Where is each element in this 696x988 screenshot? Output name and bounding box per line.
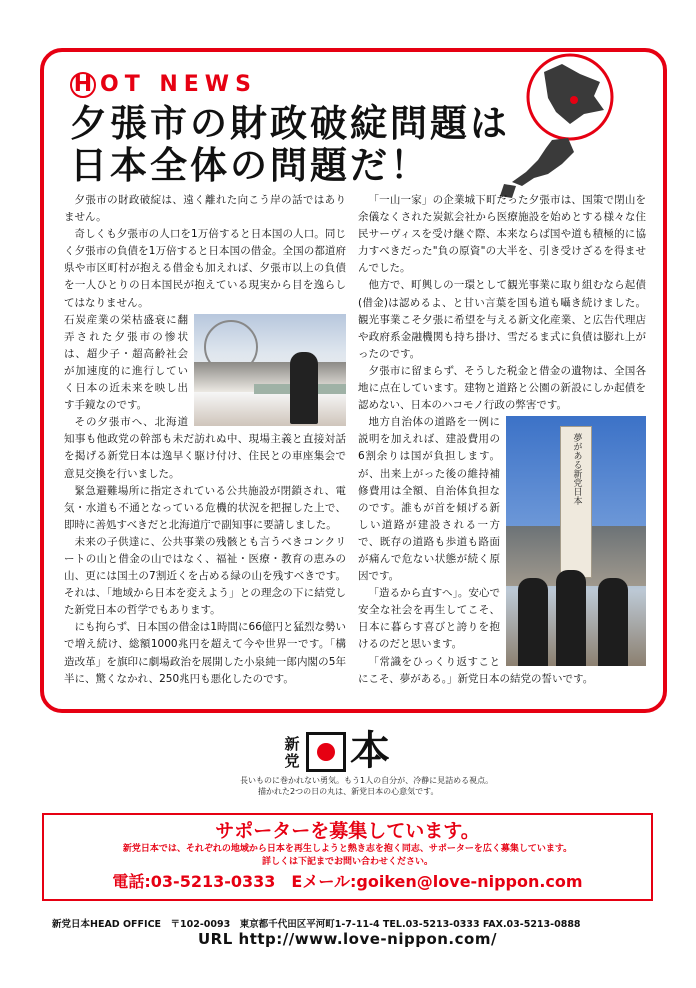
paragraph: 夕張市の財政破綻は、遠く離れた向こう岸の話ではありません。 <box>64 194 346 224</box>
tagline <box>240 775 540 797</box>
article-column-right <box>358 192 646 688</box>
paragraph: その夕張市へ、北海道知事も他政党の幹部も未だ訪れぬ中、現場主義と直接対話を掲げる新党日本は逸早く駆け付け、住民との車座集会で意見交換を行いました。 <box>64 416 346 480</box>
paragraph: 他方で、町興しの一環として観光事業に取り組むなら起債(借金)は認めるよ、と甘い言葉を国も道も囁き続けました。観光事業こそ夕張に希望を与える新文化産業、と広告代理店や政府系金融機関も持ち掛け、雪だるま式に負債は膨れ上がったのです。 <box>358 279 646 360</box>
paragraph: 地方自治体の道路を一例に説明を加えれば、建設費用の6割余りは国が負担します。が、出来上がった後の維持補修費用は全額、自治体負担なのです。誰もが首を傾げる新しい道路が建設される一方で、既存の道路も歩道も路面が痛んで危ない状態が続く原因です。 <box>358 416 500 583</box>
paragraph: 奇しくも夕張市の人口を1万倍すると日本国の人口。同じく夕張市の負債を1万倍すると日本国の借金。全国の都道府県や市区町村が抱える借金も加えれば、夕張市以上の負債を一人ひとりの日本国民が抱えている現実から目を逸らしてはなりません。 <box>64 228 346 309</box>
office-address: 新党日本HEAD OFFICE 〒102-0093 東京都千代田区平河町1-7-11-4 TEL.03-5213-0333 FAX.03-5213-0888 <box>52 919 581 930</box>
supporter-recruit-box <box>42 813 653 901</box>
recruit-contact[interactable]: 電話:03-5213-0333 Eメール:goiken@love-nippon.com <box>112 872 583 891</box>
paragraph: 「一山一家」の企業城下町だった夕張市は、国策で閉山を余儀なくされた炭鉱会社から医療施設を始めとする様々な住民サーヴィスを受け継ぐ際、本来ならば国や道も積極的に協力すべきだった"負の原資"の大半を、引き受けざるを得ませんでした。 <box>358 194 646 275</box>
paragraph: 「常識をひっくり返すことにこそ、夢がある。」新党日本の結党の誓いです。 <box>358 655 594 685</box>
paragraph: 緊急避難場所に指定されている公共施設が閉鎖され、電気・水道も不通となっている危機的状況を把握した上で、即時に善処すべきだと北海道庁で副知事に要請しました。 <box>64 484 346 531</box>
hot-news-text: OT NEWS <box>100 72 257 97</box>
paragraph: 夕張市に留まらず、そうした税金と借金の遺物は、全国各地に点在しています。建物と道路と公園の新設にしか起債を認めない、日本のハコモノ行政の弊害です。 <box>358 364 646 412</box>
tagline-line-1: 長いものに巻かれない勇気。もう1人の自分が、冷静に見詰める視点。 <box>240 776 494 785</box>
japan-map-icon <box>482 52 652 202</box>
website-url[interactable]: URL http://www.love-nippon.com/ <box>198 930 497 948</box>
signpost-text: 夢がある新党日本 <box>571 433 582 506</box>
paragraph: 「造るから直すへ」。安心で安全な社会を再生してこそ、日本に暮らす喜びと誇りを抱けるのだと思います。 <box>358 587 500 651</box>
headline <box>70 103 510 187</box>
headline-line-1: 夕張市の財政破綻問題は <box>70 102 510 145</box>
paragraph: 未来の子供達に、公共事業の残骸とも言うべきコンクリートの山と借金の山ではなく、福祉・医療・教育の恵みの山、更には国土の7割近くを占める緑の山を残すべきです。それは、「地域から日本を変えよう」との理念の下に結党した新党日本の哲学でもあります。 <box>64 535 346 617</box>
hot-news-label <box>70 72 257 98</box>
recruit-inquiry: 詳しくは下記までお問い合わせください。 <box>261 857 433 867</box>
tagline-line-2: 描かれた2つの日の丸は、新党日本の心意気です。 <box>258 787 439 796</box>
logo-hon: 本 <box>350 728 390 774</box>
yubari-photo <box>194 314 346 426</box>
recruit-description: 新党日本では、それぞれの地域から日本を再生しようと熱き志を抱く同志、サポーターを広く募集しています。 <box>122 844 573 854</box>
party-members-photo <box>506 416 646 666</box>
logo-sun-box <box>306 732 346 772</box>
paragraph: にも拘らず、日本国の借金は1時間に66億円と猛烈な勢いで増え続け、総額1000兆円を超えて今や世界一です。「構造改革」を旗印に劇場政治を展開した小泉純一郎内閣の5年半に、驚くなかれ、250兆円も悪化したのです。 <box>64 621 346 685</box>
logo-shin-to: 新党 <box>284 735 300 770</box>
headline-line-2: 日本全体の問題だ！ <box>70 144 430 187</box>
hot-h-circle: H <box>70 72 96 98</box>
paragraph: 石炭産業の栄枯盛衰に翻弄された夕張市の惨状は、超少子・超高齢社会が加速度的に進行していく日本の近未来を映し出す手鏡なのです。 <box>64 313 188 412</box>
recruit-headline: サポーターを募集しています。 <box>215 820 480 842</box>
article-column-left <box>64 192 346 688</box>
